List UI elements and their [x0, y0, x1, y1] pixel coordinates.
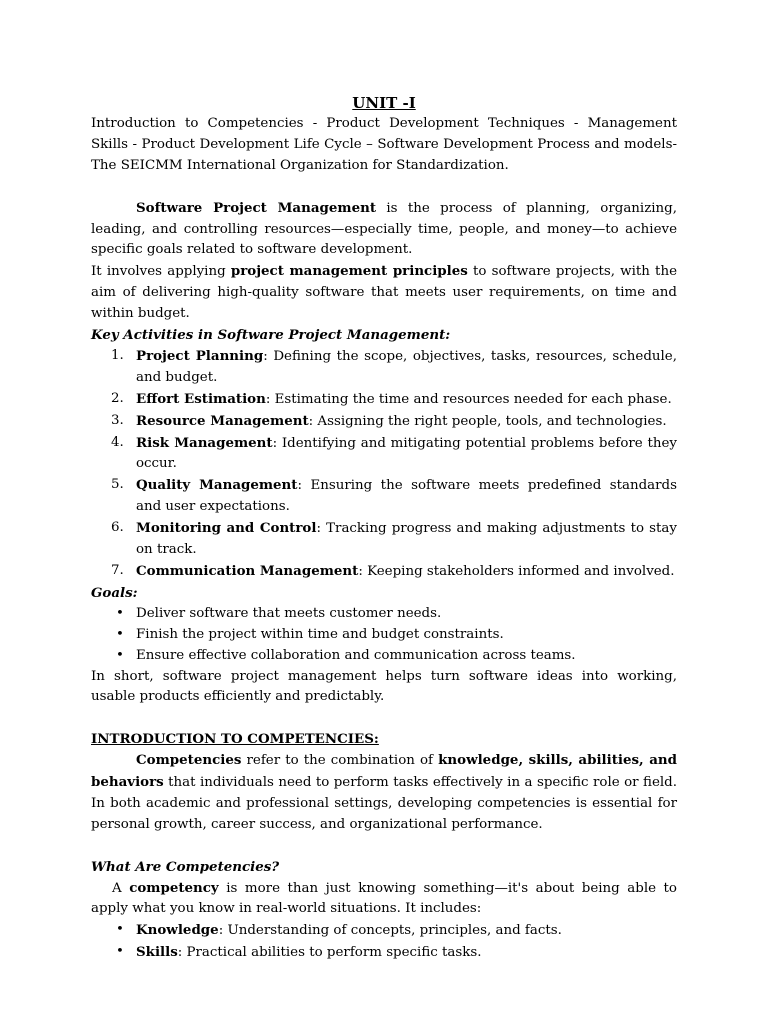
bullet-icon: • [116, 944, 124, 960]
activity-term: Project Planning [136, 347, 264, 364]
list-number: 4. [111, 434, 124, 450]
list-item [91, 942, 677, 964]
competencies-heading: INTRODUCTION TO COMPETENCIES: [91, 731, 379, 748]
spm-principles [91, 261, 677, 325]
list-item [91, 646, 677, 667]
activity-desc: : Keeping stakeholders informed and involved. [358, 564, 675, 580]
spacer [91, 836, 677, 857]
page-title: UNIT -I [352, 94, 416, 112]
list-number: 2. [111, 390, 124, 406]
competency-p2-a: A [112, 880, 130, 896]
activity-desc: : Identifying and mitigating potential problems before they occur. [136, 435, 677, 472]
competencies-p1-b: that individuals need to perform tasks effectively in a specific role or field. In both academic and professional settings, developing competencies is essential for personal growth, career success, and organizational performance. [91, 775, 677, 832]
spm-p2-post: to software projects, with the aim of delivering high-quality software that meets user requirements, on time and within budget. [91, 264, 677, 322]
activity-term: Resource Management [136, 412, 309, 429]
unit-intro: Introduction to Competencies - Product Development Techniques - Management Skills - Product Development Life Cycle – Software Development Process and models-The SEICMM International Organization for Standardization. [91, 116, 677, 173]
activity-term: Effort Estimation [136, 390, 266, 407]
spacer [91, 177, 677, 198]
bullet-icon: • [116, 922, 124, 938]
key-activities-list [91, 346, 677, 583]
goal-text: Ensure effective collaboration and communication across teams. [136, 647, 576, 663]
activity-desc: : Defining the scope, objectives, tasks, resources, schedule, and budget. [136, 348, 677, 385]
goals-list [91, 604, 677, 667]
competencies-term: Competencies [136, 752, 242, 769]
component-term: Knowledge [136, 922, 219, 939]
spm-p2-bold: project management principles [230, 263, 468, 280]
activity-term: Communication Management [136, 563, 359, 580]
component-term: Skills [136, 944, 178, 961]
competency-paragraph [91, 878, 677, 921]
bullet-icon: • [116, 605, 124, 621]
activity-desc: : Assigning the right people, tools, and technologies. [308, 413, 667, 429]
bullet-icon: • [116, 647, 124, 663]
bullet-icon: • [116, 626, 124, 642]
competency-p2-bold: competency [129, 879, 219, 896]
goal-text: Finish the project within time and budget constraints. [136, 626, 504, 642]
competency-components-list [91, 920, 677, 964]
list-number: 6. [111, 520, 124, 536]
goal-text: Deliver software that meets customer needs. [136, 605, 442, 621]
activity-desc: : Tracking progress and making adjustments to stay on track. [136, 521, 677, 558]
activity-desc: : Estimating the time and resources needed for each phase. [265, 391, 672, 407]
activity-desc: : Ensuring the software meets predefined standards and user expectations. [136, 478, 677, 515]
summary-paragraph: In short, software project management helps turn software ideas into working, usable products efficiently and predictably. [91, 668, 677, 705]
key-activities-heading: Key Activities in Software Project Management: [91, 327, 451, 344]
goals-heading: Goals: [91, 584, 138, 601]
list-item [91, 389, 677, 411]
list-number: 7. [111, 563, 124, 579]
list-item [91, 518, 677, 561]
list-item [91, 411, 677, 433]
competencies-p1-bold: knowledge, skills, abilities, and behaviors [91, 752, 677, 791]
what-are-competencies-heading: What Are Competencies? [91, 858, 280, 875]
list-item [91, 604, 677, 625]
list-item [91, 561, 677, 583]
component-desc: : Understanding of concepts, principles, and facts. [218, 923, 562, 939]
spm-def-text: is the process of planning, organizing, leading, and controlling resources—especially time, people, and money—to achieve specific goals related to software development. [91, 200, 677, 258]
spm-definition [91, 198, 677, 262]
list-item [91, 920, 677, 942]
competency-p2-b: is more than just knowing something—it's about being able to apply what you know in real-world situations. It includes: [91, 880, 677, 917]
spacer [91, 708, 677, 729]
spm-p2-pre: It involves applying [91, 264, 231, 280]
competencies-p1-a: refer to the combination of [241, 753, 439, 769]
list-item [91, 346, 677, 389]
list-number: 5. [111, 477, 124, 493]
activity-term: Quality Management [136, 477, 298, 494]
component-desc: : Practical abilities to perform specific tasks. [177, 945, 482, 961]
competencies-definition [91, 750, 677, 836]
list-item [91, 475, 677, 518]
activity-term: Risk Management [136, 434, 273, 451]
list-item [91, 433, 677, 476]
list-item [91, 625, 677, 646]
activity-term: Monitoring and Control [136, 520, 317, 537]
list-number: 3. [111, 412, 124, 428]
list-number: 1. [111, 347, 124, 363]
spm-term: Software Project Management [136, 199, 377, 216]
